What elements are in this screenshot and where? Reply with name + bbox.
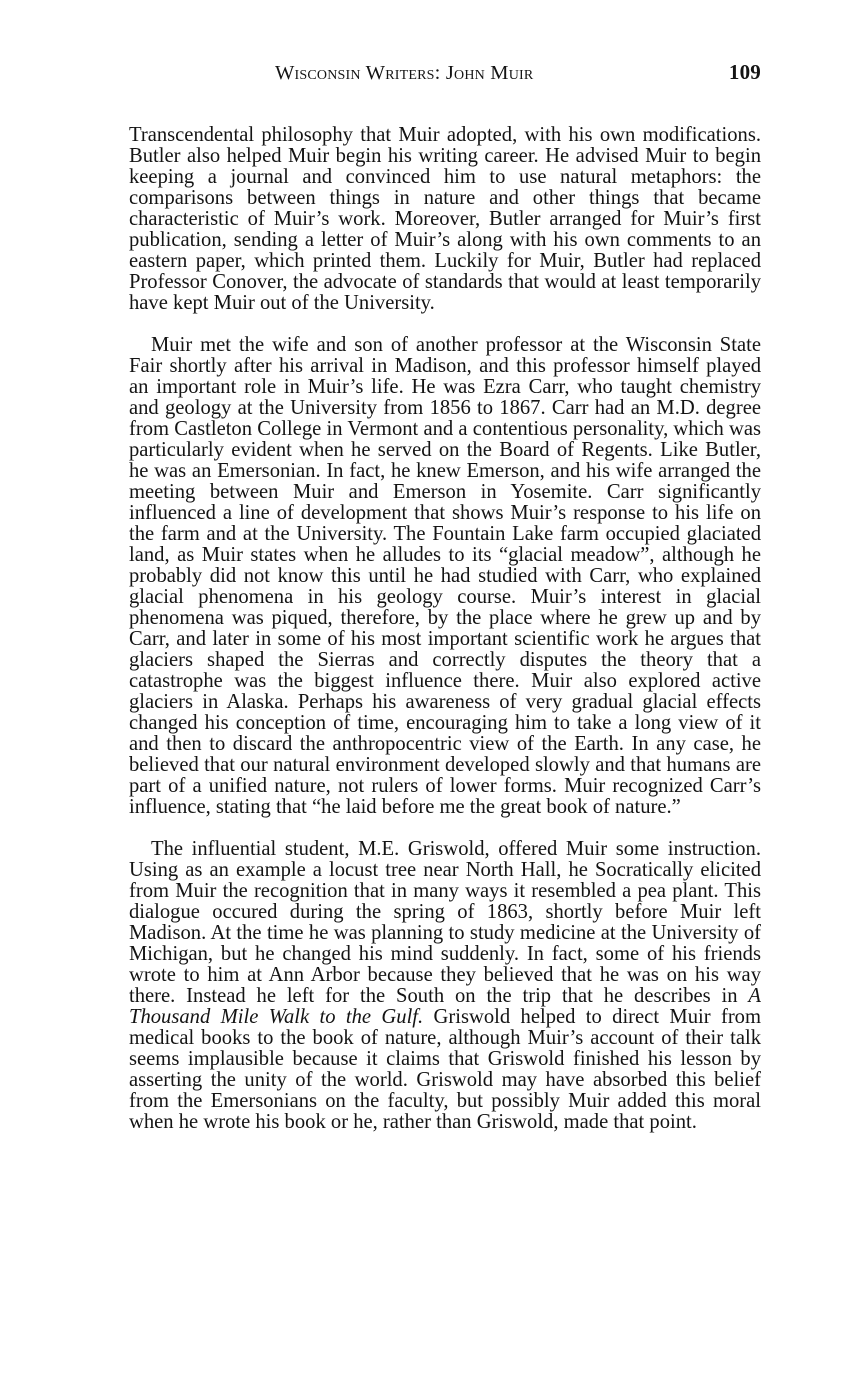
- paragraph-continued: Transcendental philosophy that Muir adopted, with his own modifications. Butler also helped Muir begin his writing career. He advised Muir to begin keeping a journal and convinced him to use natural metaphors: the comparisons between things in nature and other things that became characteristic of Muir’s work. Moreover, Butler arranged for Muir’s first publication, sending a letter of Muir’s along with his own comments to an eastern paper, which printed them. Luckily for Muir, Butler had replaced Professor Conover, the advocate of standards that would at least temporarily have kept Muir out of the University.: [129, 124, 761, 314]
- paragraph-griswold-part-2: Griswold helped to direct Muir from medical books to the book of nature, although Muir’s account of their talk seems implausible because it claims that Griswold finished his lesson by asserting the unity of the world. Griswold may have absorbed this belief from the Emersonians on the faculty, but possibly Muir added this moral when he wrote his book or he, rather than Griswold, made that point.: [129, 1006, 761, 1133]
- running-title: Wisconsin Writers: John Muir: [275, 62, 534, 84]
- running-head: [129, 56, 761, 96]
- paragraph-griswold: [129, 839, 761, 1133]
- book-title: A Thousand Mile Walk to the Gulf.: [129, 985, 761, 1028]
- page-number: 109: [728, 60, 761, 84]
- body-text: [129, 125, 761, 1133]
- book-page: [129, 56, 761, 1154]
- paragraph-ezra-carr: Muir met the wife and son of another professor at the Wisconsin State Fair shortly after his arrival in Madison, and this professor himself played an important role in Muir’s life. He was Ezra Carr, who taught chemistry and geology at the University from 1856 to 1867. Carr had an M.D. degree from Castleton College in Vermont and a contentious personality, which was particularly evident when he served on the Board of Regents. Like Butler, he was an Emersonian. In fact, he knew Emerson, and his wife arranged the meeting between Muir and Emerson in Yosemite. Carr significantly influenced a line of development that shows Muir’s response to his life on the farm and at the University. The Fountain Lake farm occupied glaciated land, as Muir states when he alludes to its “glacial meadow”, although he probably did not know this until he had studied with Carr, who explained glacial phenomena in his geology course. Muir’s interest in glacial phenomena was piqued, therefore, by the place where he grew up and by Carr, and later in some of his most important scientific work he argues that glaciers shaped the Sierras and correctly disputes the theory that a catastrophe was the biggest influence there. Muir also explored active glaciers in Alaska. Perhaps his awareness of very gradual glacial effects changed his conception of time, encouraging him to take a long view of it and then to discard the anthropocentric view of the Earth. In any case, he believed that our natural environment developed slowly and that humans are part of a unified nature, not rulers of lower forms. Muir recognized Carr’s influence, stating that “he laid before me the great book of nature.”: [129, 334, 761, 818]
- paragraph-griswold-part-1: The influential student, M.E. Griswold, offered Muir some instruction. Using as an example a locust tree near North Hall, he Socratically elicited from Muir the recognition that in many ways it resembled a pea plant. This dialogue occured during the spring of 1863, shortly before Muir left Madison. At the time he was planning to study medicine at the University of Michigan, but he changed his mind suddenly. In fact, some of his friends wrote to him at Ann Arbor because they believed that he was on his way there. Instead he left for the South on the trip that he describes in: [129, 838, 761, 1007]
